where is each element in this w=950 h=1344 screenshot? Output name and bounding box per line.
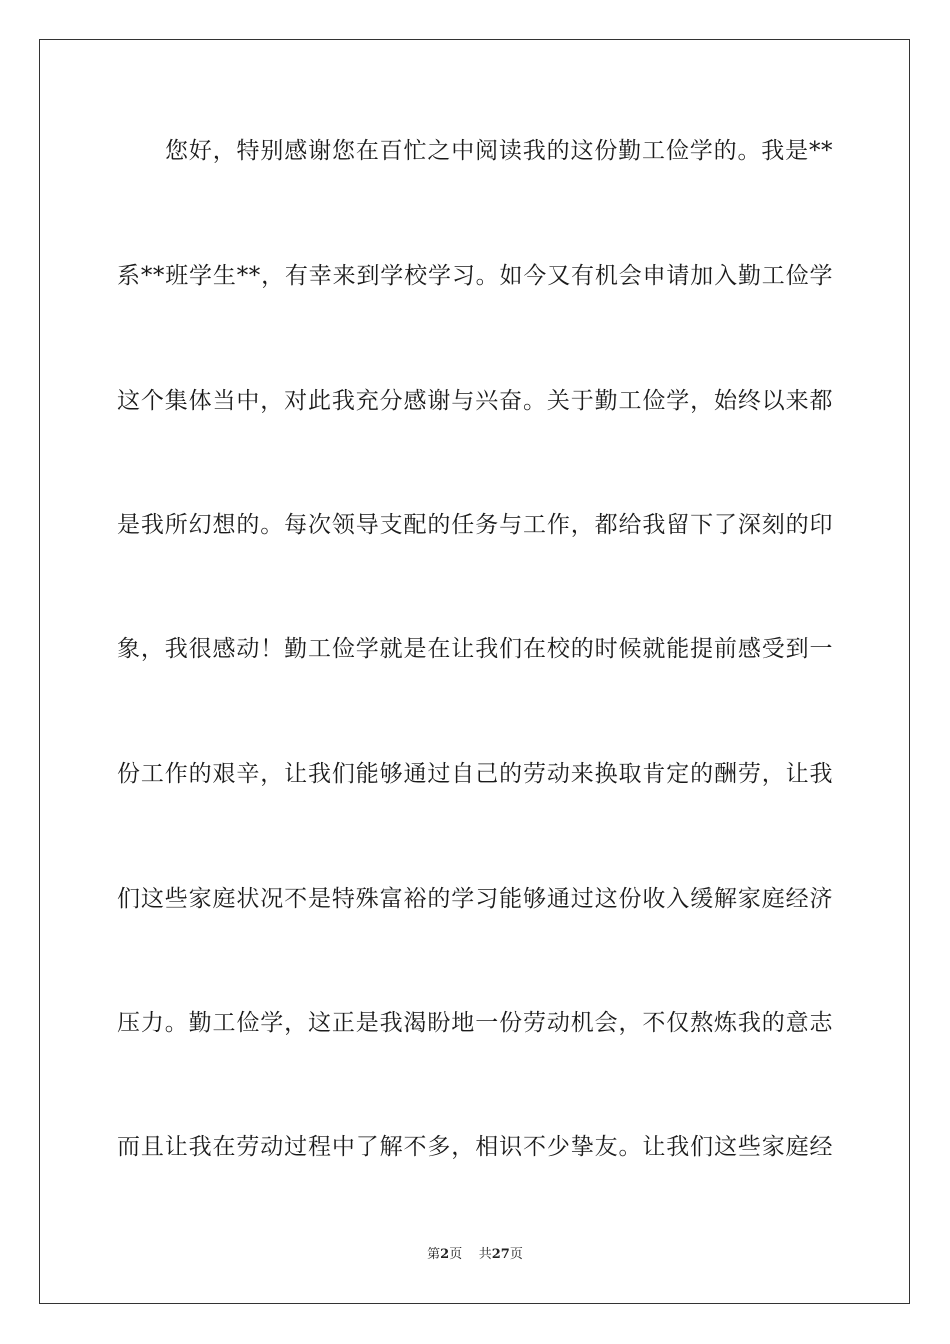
paragraph-line-8: 压力。勤工俭学，这正是我渴盼地一份劳动机会，不仅熬炼我的意志 (117, 1010, 833, 1036)
paragraph-line-7: 们这些家庭状况不是特殊富裕的学习能够通过这份收入缓解家庭经济 (117, 886, 833, 912)
footer-total-prefix: 共 (478, 1247, 492, 1262)
footer-page-prefix: 第 (427, 1247, 441, 1262)
footer-page-suffix: 页 (449, 1247, 463, 1262)
page-border (39, 39, 910, 1304)
paragraph-line-5: 象，我很感动！勤工俭学就是在让我们在校的时候就能提前感受到一 (117, 636, 833, 662)
paragraph-line-1: 您好，特别感谢您在百忙之中阅读我的这份勤工俭学的。我是** (165, 138, 833, 164)
page-footer (0, 1246, 950, 1264)
footer-total-suffix: 页 (509, 1247, 523, 1262)
paragraph-line-3: 这个集体当中，对此我充分感谢与兴奋。关于勤工俭学，始终以来都 (117, 388, 833, 414)
paragraph-line-2: 系**班学生**，有幸来到学校学习。如今又有机会申请加入勤工俭学 (117, 263, 833, 289)
footer-page-number: 2 (440, 1247, 450, 1262)
footer-total-pages: 27 (491, 1247, 510, 1262)
paragraph-line-9: 而且让我在劳动过程中了解不多，相识不少挚友。让我们这些家庭经 (117, 1134, 833, 1160)
paragraph-line-6: 份工作的艰辛，让我们能够通过自己的劳动来换取肯定的酬劳，让我 (117, 761, 833, 787)
paragraph-line-4: 是我所幻想的。每次领导支配的任务与工作，都给我留下了深刻的印 (117, 512, 833, 538)
